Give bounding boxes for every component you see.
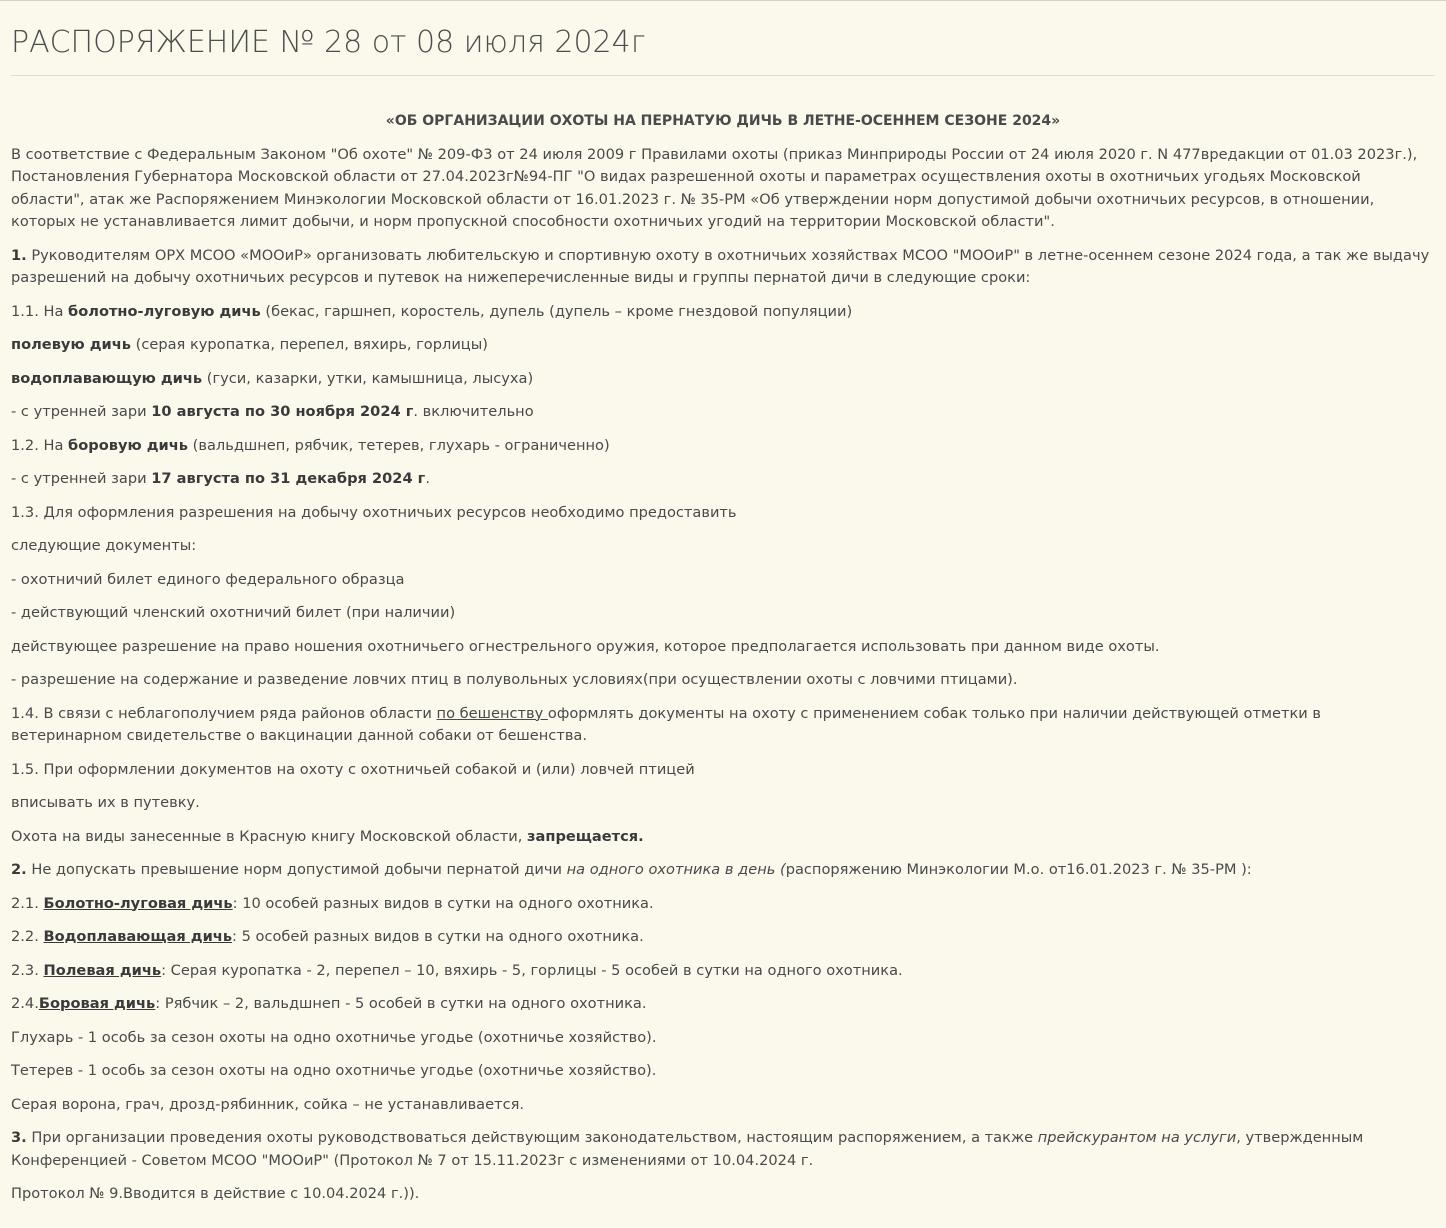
bold-date: 17 августа по 31 декабря 2024 г: [151, 470, 426, 487]
text-span: 1.1. На: [11, 302, 69, 320]
text-span: 1.4. В связи с неблагополучием ряда районов области: [11, 704, 437, 722]
paragraph-crow: Серая ворона, грач, дрозд-рябинник, сойка – не устанавливается.: [11, 1095, 525, 1113]
bold-underlined-term: Боровая дичь: [38, 995, 156, 1012]
page: [0, 1, 1446, 1206]
text-span: : 10 особей разных видов в сутки на одного охотника.: [232, 894, 654, 912]
bold-term: водоплавающую дичь: [11, 369, 203, 387]
paragraph-1-5-cont: вписывать их в путевку.: [11, 794, 200, 811]
paragraph-number: 1.: [11, 246, 27, 264]
underlined-text: по бешенству: [436, 704, 548, 722]
paragraph-3: [11, 1127, 1435, 1172]
paragraph-black-grouse: Тетерев - 1 особь за сезон охоты на одно охотничье угодье (охотничье хозяйство).: [11, 1062, 657, 1079]
paragraph-1-4: [11, 703, 1435, 748]
text-span: (гуси, казарки, утки, камышница, лысуха): [202, 369, 534, 387]
document-body: [11, 110, 1435, 1206]
paragraph-1-2: [11, 435, 1435, 458]
bold-underlined-term: Водоплавающая дичь: [43, 928, 233, 945]
paragraph-2: [11, 859, 1435, 882]
page-title: РАСПОРЯЖЕНИЕ № 28 от 08 июля 2024г: [11, 1, 1435, 76]
document-subject: «ОБ ОРГАНИЗАЦИИ ОХОТЫ НА ПЕРНАТУЮ ДИЧЬ В ЛЕТНЕ-ОСЕННЕМ СЕЗОНЕ 2024»: [385, 113, 1061, 129]
italic-text: прейскурантом на услуги: [1037, 1129, 1237, 1146]
document-item-1: - охотничий билет единого федерального образца: [11, 570, 405, 588]
text-span: Не допускать превышение норм допустимой добычи пернатой дичи: [26, 861, 567, 878]
text-span: 2.4.: [11, 995, 39, 1012]
bold-term: полевую дичь: [11, 336, 131, 353]
text-span: Охота на виды занесенные в Красную книгу Московской области,: [11, 827, 528, 845]
intro-paragraph: В соответствие с Федеральным Законом "Об охоте" № 209-Ф3 от 24 июля 2009 г Правилами охоты (приказ Минприроды России от 24 июля 2020 г. N 477вредакции от 01.03 2023г.), Постановления Губернатора Московской области от 27.04.2023г№94-ПГ "О видах разрешенной охоты и параметрах осуществления охоты в охотничьих угодьях Московской области", атак же Распоряжением Минэкологии Московской области от 16.01.2023 г. № 35-РМ «Об утверждении норм допустимой добычи охотничьих ресурсов, в отношении, которых не устанавливается лимит добычи, и норм пропускной способности охотничьих угодий на территории Московской области".: [11, 145, 1418, 230]
paragraph-1-1: [11, 301, 1435, 324]
paragraph-2-4: [11, 993, 1435, 1016]
bold-underlined-term: Полевая дичь: [43, 961, 162, 979]
document-item-2: - действующий членский охотничий билет (при наличии): [11, 604, 456, 621]
paragraph-2-2: [11, 926, 1435, 949]
paragraph-protocol: Протокол № 9.Вводится в действие с 10.04.2024 г.)).: [11, 1185, 420, 1202]
paragraph-1-5: 1.5. При оформлении документов на охоту с охотничьей собакой и (или) ловчей птицей: [11, 760, 695, 778]
paragraph-2-3: [11, 960, 1435, 983]
text-span: - с утренней зари: [11, 403, 152, 420]
paragraph-1-3: 1.3. Для оформления разрешения на добычу охотничьих ресурсов необходимо предоставить: [11, 503, 737, 521]
paragraph-2-1: [11, 893, 1435, 916]
text-span: оформлять документы на охоту с применением собак только при наличии действующей отметки в ветеринарном свидетельстве о вакцинации данной собаки от бешенства.: [11, 704, 1321, 744]
paragraph-date-1: [11, 401, 1435, 424]
text-span: (вальдшнеп, рябчик, тетерев, глухарь - ограниченно): [188, 436, 610, 454]
bold-underlined-term: Болотно-луговая дичь: [43, 894, 233, 912]
text-span: - с утренней зари: [11, 470, 152, 487]
text-span: . включительно: [413, 403, 534, 420]
paragraph-number: 3.: [11, 1129, 27, 1146]
text-span: 2.1.: [11, 894, 44, 912]
document-item-3: действующее разрешение на право ношения охотничьего огнестрельного оружия, которое предполагается использовать при данном виде охоты.: [11, 637, 1160, 655]
text-span: 2.3.: [11, 961, 44, 979]
text-span: При организации проведения охоты руководствоваться действующим законодательством, настоящим распоряжением, а также: [26, 1129, 1038, 1146]
paragraph-number: 2.: [11, 861, 27, 878]
text-span: (серая куропатка, перепел, вяхирь, горлицы): [130, 336, 488, 353]
bold-term: боровую дичь: [68, 436, 189, 454]
paragraph-field-game: [11, 334, 1435, 357]
bold-date: 10 августа по 30 ноября 2024 г: [151, 403, 414, 420]
bold-term: болотно-луговую дичь: [68, 302, 261, 320]
text-span: распоряжению Минэкологии М.о. от16.01.2023 г. № 35-РМ ):: [785, 861, 1252, 878]
paragraph-1-3-cont: следующие документы:: [11, 537, 197, 554]
text-span: (бекас, гаршнеп, коростель, дупель (дупель – кроме гнездовой популяции): [260, 302, 853, 320]
document-item-4: - разрешение на содержание и разведение ловчих птиц в полувольных условиях(при осуществлении охоты с ловчими птицами).: [11, 671, 1018, 688]
text-span: 2.2.: [11, 928, 44, 945]
paragraph-water-game: [11, 368, 1435, 391]
paragraph-redbook: [11, 826, 1435, 849]
paragraph-date-2: [11, 468, 1435, 491]
paragraph-grouse: Глухарь - 1 особь за сезон охоты на одно охотничье угодье (охотничье хозяйство).: [11, 1028, 657, 1046]
text-span: : Серая куропатка - 2, перепел – 10, вяхирь - 5, горлицы - 5 особей в сутки на одного охотника.: [161, 961, 903, 979]
italic-text: на одного охотника в день (: [566, 861, 786, 878]
text-span: .: [425, 470, 430, 487]
text-span: , утвержденным Конференцией - Советом МСОО "МООиР" (Протокол № 7 от 15.11.2023г с изменениями от 10.04.2024 г.: [11, 1129, 1364, 1169]
paragraph-text: Руководителям ОРХ МСОО «МООиР» организовать любительскую и спортивную охоту в охотничьих хозяйствах МСОО "МООиР" в летне-осеннем сезоне 2024 года, а так же выдачу разрешений на добычу охотничьих ресурсов и путевок на нижеперечисленные виды и группы пернатой дичи в следующие сроки:: [11, 246, 1430, 286]
text-span: : Рябчик – 2, вальдшнеп - 5 особей в сутки на одного охотника.: [155, 995, 647, 1012]
paragraph-1: [11, 245, 1435, 290]
text-span: 1.2. На: [11, 436, 69, 454]
bold-term: запрещается.: [527, 827, 644, 845]
text-span: : 5 особей разных видов в сутки на одного охотника.: [232, 928, 644, 945]
